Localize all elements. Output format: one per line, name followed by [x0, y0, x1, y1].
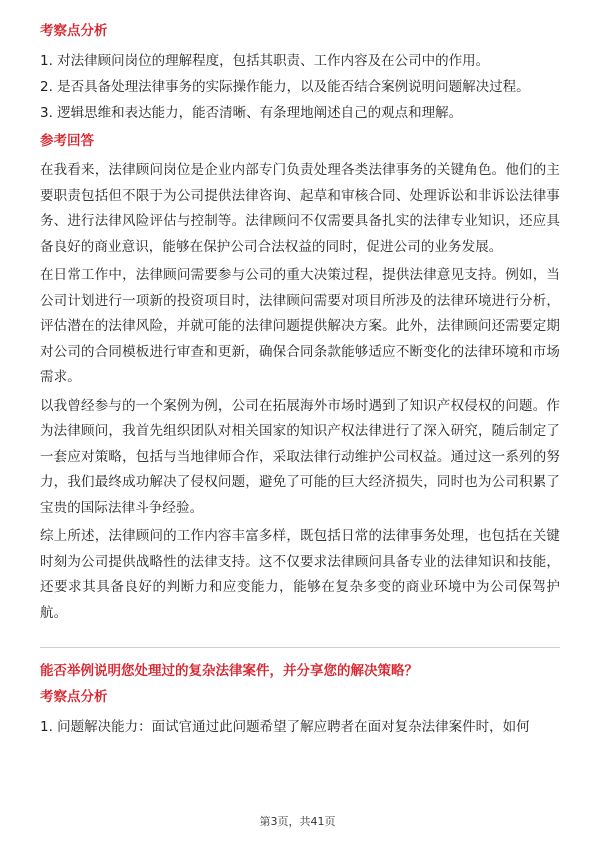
section-heading-answer: 参考回答 — [40, 133, 94, 149]
answer-paragraph-3: 以我曾经参与的一个案例为例，公司在拓展海外市场时遇到了知识产权侵权的问题。作为法律顾问，我首先组织团队对相关国家的知识产权法律进行了深入研究，随后制定了一套应对策略，包括与当地律师合作，采取法律行动维护公司权益。通过这一系列的努力，我们最终成功解决了侵权问题，避免了可能的巨大经济损失，同时也为公司积累了宝贵的国际法律斗争经验。 — [40, 397, 560, 516]
analysis-item-3: 3. 逻辑思维和表达能力，能否清晰、有条理地阐述自己的观点和理解。 — [40, 105, 463, 121]
answer-paragraph-2: 在日常工作中，法律顾问需要参与公司的重大决策过程，提供法律意见支持。例如，当公司计划进行一项新的投资项目时，法律顾问需要对项目所涉及的法律环境进行分析，评估潜在的法律风险，并就可能的法律问题提供解决方案。此外，法律顾问还需要定期对公司的合同模板进行审查和更新，确保合同条款能够适应不断变化的法律环境和市场需求。 — [40, 267, 560, 385]
answer-paragraph-4: 综上所述，法律顾问的工作内容丰富多样，既包括日常的法律事务处理，也包括在关键时刻为公司提供战略性的法律支持。这不仅要求法律顾问具备专业的法律知识和技能，还要求其具备良好的判断力和应变能力，能够在复杂多变的商业环境中为公司保驾护航。 — [40, 528, 560, 621]
answer-paragraph-1: 在我看来，法律顾问岗位是企业内部专门负责处理各类法律事务的关键角色。他们的主要职责包括但不限于为公司提供法律咨询、起草和审核合同、处理诉讼和非诉讼法律事务、进行法律风险评估与控制等。法律顾问不仅需要具备扎实的法律专业知识，还应具备良好的商业意识，能够在保护公司合法权益的同时，促进公司的业务发展。 — [40, 162, 560, 255]
page-number: 第3页，共41页 — [259, 815, 336, 828]
next-question-title: 能否举例说明您处理过的复杂法律案件，并分享您的解决策略？ — [40, 663, 418, 679]
page-content — [40, 22, 560, 740]
section-divider — [40, 647, 560, 648]
analysis2-item-1: 1. 问题解决能力：面试官通过此问题希望了解应聘者在面对复杂法律案件时，如何 — [40, 719, 530, 735]
analysis-item-1: 1. 对法律顾问岗位的理解程度，包括其职责、工作内容及在公司中的作用。 — [40, 53, 490, 69]
section-heading-analysis-2: 考察点分析 — [40, 689, 108, 705]
analysis-item-2: 2. 是否具备处理法律事务的实际操作能力，以及能否结合案例说明问题解决过程。 — [40, 79, 530, 95]
section-heading-analysis: 考察点分析 — [40, 23, 108, 39]
